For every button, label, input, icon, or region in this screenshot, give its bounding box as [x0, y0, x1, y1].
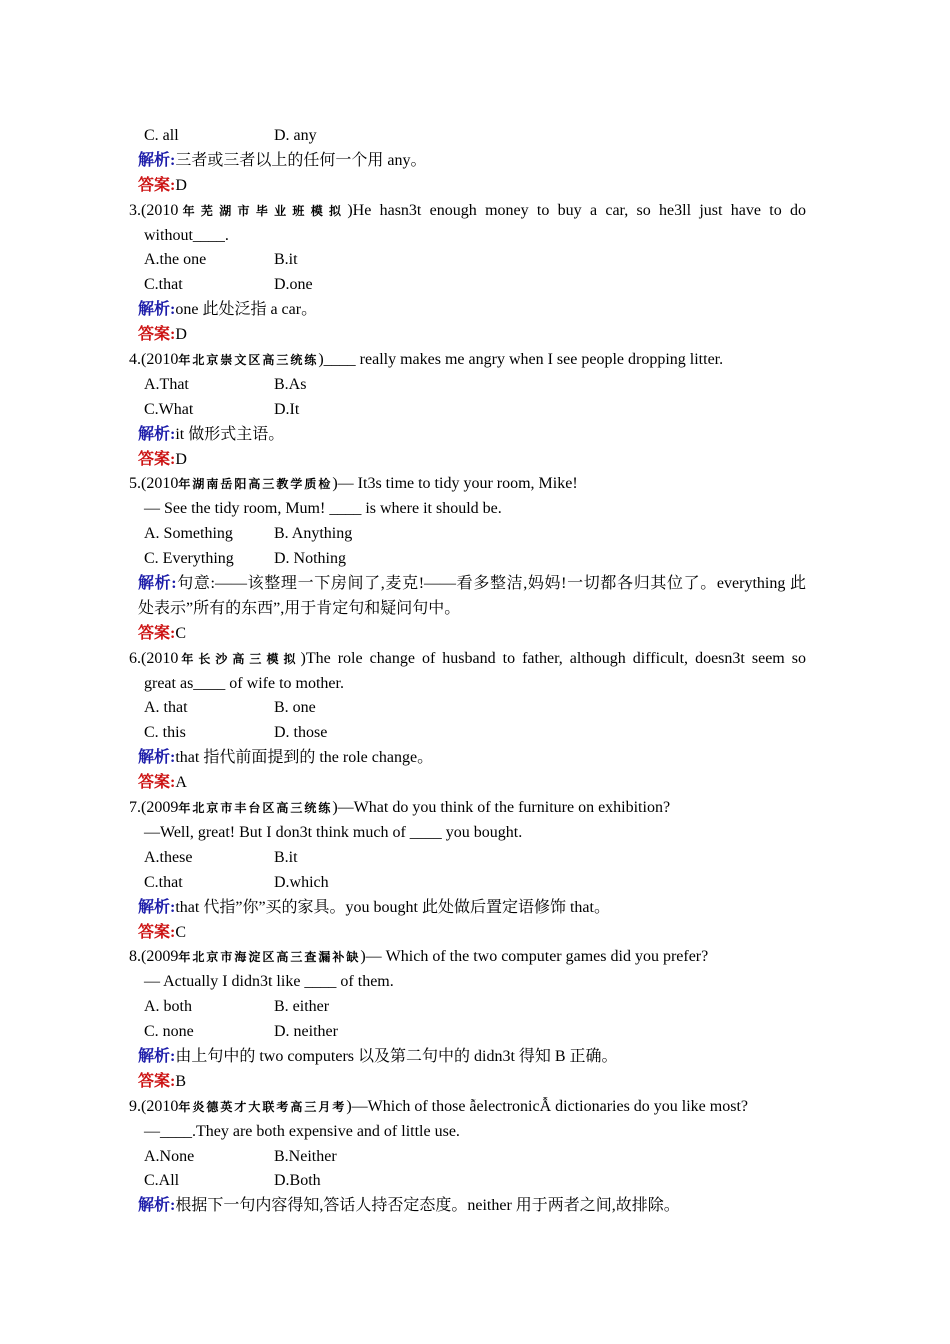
option: D. neither — [274, 1023, 338, 1041]
explanation-line — [0, 572, 950, 597]
option-row — [0, 846, 950, 871]
explanation-text: 由上句中的 two computers 以及第二句中的 didn3t 得知 B 正确。 — [175, 1047, 618, 1065]
option-row — [0, 398, 950, 423]
option-row — [0, 248, 950, 273]
answer-label: 答案: — [138, 1072, 176, 1090]
explanation-label: 解析: — [138, 898, 176, 916]
question-text: )— It3s time to tidy your room, Mike! — [332, 475, 578, 493]
answer-label: 答案: — [138, 774, 176, 792]
option: C. all — [144, 127, 179, 144]
answer-text: C — [175, 923, 187, 941]
explanation-line — [0, 298, 950, 323]
explanation-line — [0, 149, 950, 174]
option: B.Neither — [274, 1147, 337, 1165]
option: C. none — [144, 1023, 194, 1041]
option: B.As — [274, 375, 307, 393]
answer-text: D — [175, 326, 187, 344]
question-number: 3.(2010 — [129, 201, 179, 219]
question-source: 年北京崇文区高三统练 — [178, 353, 319, 368]
option: B.it — [274, 848, 298, 866]
option-row — [0, 522, 950, 547]
option: D.Both — [274, 1172, 321, 1190]
question-stem — [0, 199, 950, 224]
explanation-label: 解析: — [138, 1197, 176, 1215]
explanation-line — [0, 746, 950, 771]
question-text: )—What do you think of the furniture on exhibition? — [332, 799, 671, 817]
explanation-label: 解析: — [138, 425, 176, 443]
option: B. one — [274, 699, 316, 717]
question-source: 年北京市丰台区高三统练 — [178, 801, 333, 816]
question-text-continued: —____.They are both expensive and of little use. — [144, 1122, 460, 1140]
explanation-label: 解析: — [138, 575, 177, 593]
option-row — [0, 696, 950, 721]
question-number: 6.(2010 — [129, 649, 179, 667]
answer-label: 答案: — [138, 923, 176, 941]
option-row — [0, 995, 950, 1020]
option: D. those — [274, 724, 328, 742]
option-row — [0, 871, 950, 896]
answer-line — [0, 174, 950, 199]
explanation-label: 解析: — [138, 749, 176, 767]
question-number: 8.(2009 — [129, 948, 179, 966]
question-stem — [0, 472, 950, 497]
explanation-line — [0, 896, 950, 921]
question-number: 9.(2010 — [129, 1097, 179, 1115]
option-row — [0, 1145, 950, 1170]
question-stem — [0, 1095, 950, 1120]
question-text: )— Which of the two computer games did you prefer? — [360, 948, 709, 966]
question-source: 年北京市海淀区高三查漏补缺 — [178, 950, 361, 965]
answer-line — [0, 323, 950, 348]
question-text: )He hasn3t enough money to buy a car, so he3ll just have to do — [347, 201, 806, 219]
option: A.None — [144, 1147, 195, 1165]
question-number: 5.(2010 — [129, 475, 179, 493]
question-text-continued: — Actually I didn3t like ____ of them. — [144, 973, 394, 991]
question-source: 年炎德英才大联考高三月考 — [178, 1099, 347, 1114]
option: B. either — [274, 998, 330, 1016]
explanation-text: one 此处泛指 a car。 — [175, 301, 318, 319]
question-stem — [0, 796, 950, 821]
option-row — [0, 273, 950, 298]
option: C.that — [144, 276, 183, 294]
explanation-label: 解析: — [138, 301, 176, 319]
option: B.it — [274, 251, 298, 269]
explanation-text: 句意:——该整理一下房间了,麦克!——看多整洁,妈妈!一切都各归其位了。everything 此 — [176, 575, 806, 593]
question-number: 7.(2009 — [129, 799, 179, 817]
explanation-text: 三者或三者以上的任何一个用 any。 — [175, 151, 427, 169]
explanation-line — [0, 1045, 950, 1070]
option: A. both — [144, 998, 192, 1016]
option: C.What — [144, 400, 194, 418]
question-stem — [0, 647, 950, 672]
option: C. this — [144, 724, 186, 742]
explanation-text-continued: 处表示”所有的东西”,用于肯定句和疑问句中。 — [138, 599, 461, 617]
question-text: )The role change of husband to father, although difficult, doesn3t seem so — [300, 649, 806, 667]
explanation-text: that 指代前面提到的 the role change。 — [175, 749, 434, 767]
answer-line — [0, 771, 950, 796]
option: A. that — [144, 699, 188, 717]
answer-text: C — [175, 624, 187, 642]
answer-line — [0, 1070, 950, 1095]
answer-text: D — [175, 450, 187, 468]
question-number: 4.(2010 — [129, 351, 179, 369]
question-text: )—Which of those ẫelectronicẪ dictionaries do you like most? — [346, 1097, 748, 1115]
option-row — [0, 547, 950, 572]
option: D.which — [274, 873, 329, 891]
answer-text: B — [175, 1072, 187, 1090]
option-row — [0, 124, 950, 149]
question-source: 年湖南岳阳高三教学质检 — [178, 477, 333, 492]
explanation-label: 解析: — [138, 151, 176, 169]
answer-label: 答案: — [138, 624, 176, 642]
explanation-text: it 做形式主语。 — [175, 425, 285, 443]
option: D.one — [274, 276, 313, 294]
option-row — [0, 373, 950, 398]
answer-label: 答案: — [138, 326, 176, 344]
option: A.these — [144, 848, 193, 866]
question-stem — [0, 348, 950, 373]
option: C.that — [144, 873, 183, 891]
option: C.All — [144, 1172, 180, 1190]
explanation-text: 根据下一句内容得知,答话人持否定态度。neither 用于两者之间,故排除。 — [175, 1197, 680, 1215]
question-source: 年长沙高三模拟 — [178, 651, 301, 666]
question-text: )____ really makes me angry when I see people dropping litter. — [318, 351, 724, 369]
question-text-continued: —Well, great! But I don3t think much of ____ you bought. — [144, 823, 523, 841]
option: C. Everything — [144, 550, 234, 568]
explanation-label: 解析: — [138, 1047, 176, 1065]
option: D. Nothing — [274, 550, 346, 568]
option-row — [0, 721, 950, 746]
explanation-line — [0, 1194, 950, 1219]
explanation-text: that 代指”你”买的家具。you bought 此处做后置定语修饰 that。 — [175, 898, 610, 916]
answer-line — [0, 448, 950, 473]
document-page — [0, 124, 950, 1219]
question-text-continued: great as____ of wife to mother. — [144, 674, 344, 692]
answer-label: 答案: — [138, 176, 176, 194]
answer-text: A — [175, 774, 187, 792]
question-text-continued: without____. — [144, 226, 229, 244]
option: D. any — [274, 127, 317, 144]
option: A.That — [144, 375, 189, 393]
option: B. Anything — [274, 525, 353, 543]
question-text-continued: — See the tidy room, Mum! ____ is where it should be. — [144, 500, 502, 518]
option: D.It — [274, 400, 300, 418]
option-row — [0, 1169, 950, 1194]
option-row — [0, 1020, 950, 1045]
answer-line — [0, 921, 950, 946]
answer-label: 答案: — [138, 450, 176, 468]
question-stem — [0, 945, 950, 970]
option: A. Something — [144, 525, 233, 543]
answer-line — [0, 622, 950, 647]
option: A.the one — [144, 251, 207, 269]
answer-text: D — [175, 176, 187, 194]
explanation-line — [0, 423, 950, 448]
question-source: 年芜湖市毕业班模拟 — [178, 203, 348, 218]
